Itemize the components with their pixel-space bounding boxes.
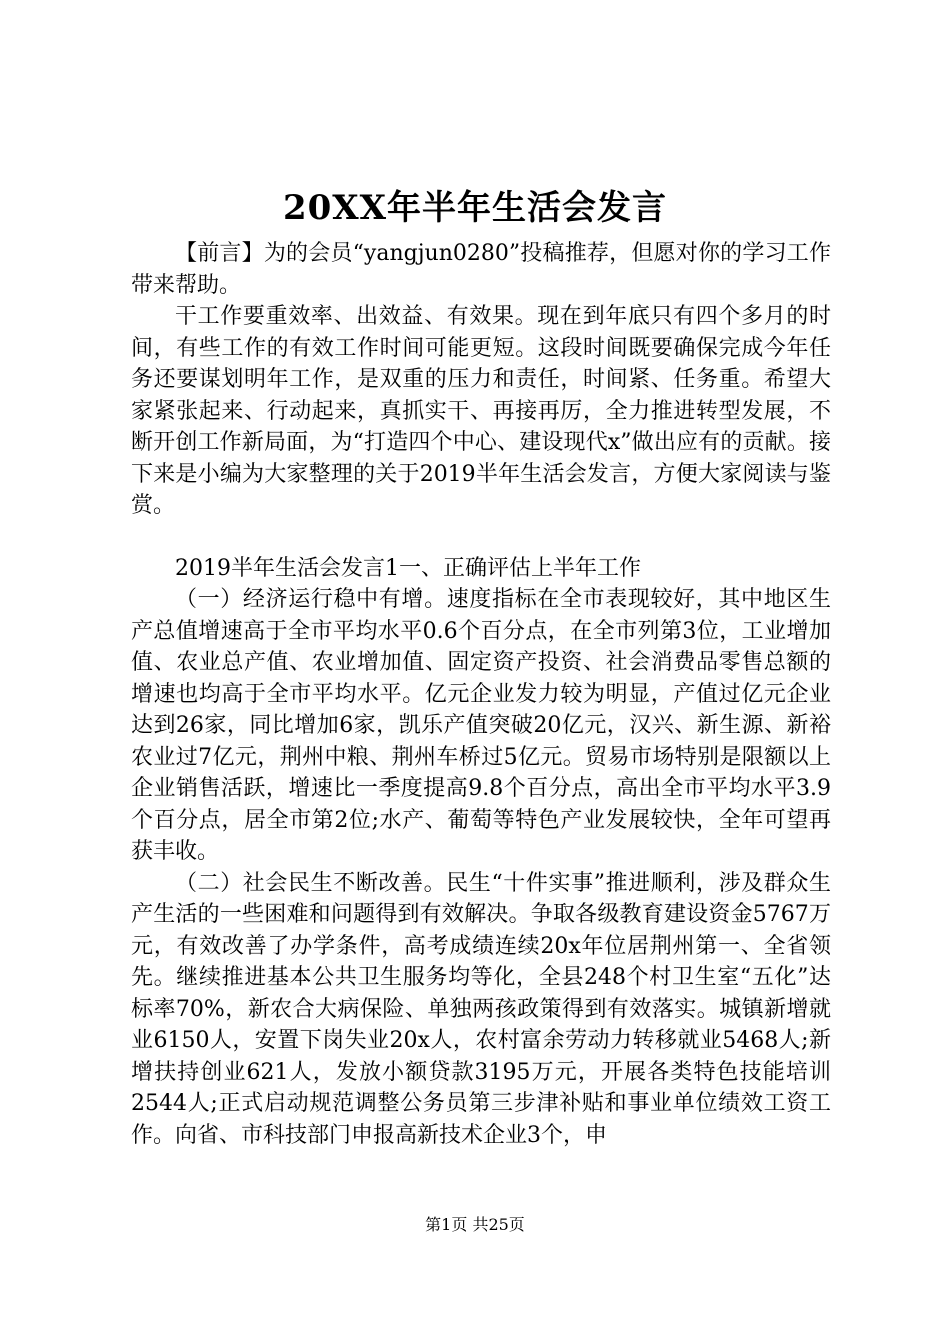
preface-paragraph: 【前言】为的会员“yangjun0280”投稿推荐，但愿对你的学习工作带来帮助。 (131, 241, 831, 298)
section-heading: 2019半年生活会发言1一、正确评估上半年工作 (175, 555, 641, 581)
document-body (131, 238, 831, 1151)
page-number-footer: 第1页 共25页 (425, 1215, 525, 1234)
intro-paragraph: 干工作要重效率、出效益、有效果。现在到年底只有四个多月的时间，有些工作的有效工作时间可能更短。这段时间既要确保完成今年任务还要谋划明年工作，是双重的压力和责任，时间紧、任务重。希望大家紧张起来、行动起来，真抓实干、再接再厉，全力推进转型发展，不断开创工作新局面，为“打造四个中心、建设现代x”做出应有的贡献。接下来是小编为大家整理的关于2019半年生活会发言，方便大家阅读与鉴赏。 (131, 304, 831, 518)
document-title: 20XX年半年生活会发言 (282, 188, 668, 228)
economy-paragraph: （一）经济运行稳中有增。速度指标在全市表现较好，其中地区生产总值增速高于全市平均水平0.6个百分点，在全市列第3位，工业增加值、农业总产值、农业增加值、固定资产投资、社会消费品零售总额的增速也均高于全市平均水平。亿元企业发力较为明显，产值过亿元企业达到26家，同比增加6家，凯乐产值突破20亿元，汉兴、新生源、新裕农业过7亿元，荆州中粮、荆州车桥过5亿元。贸易市场特别是限额以上企业销售活跃，增速比一季度提高9.8个百分点，高出全市平均水平3.9个百分点，居全市第2位;水产、葡萄等特色产业发展较快，全年可望再获丰收。 (131, 587, 831, 864)
livelihood-paragraph: （二）社会民生不断改善。民生“十件实事”推进顺利，涉及群众生产生活的一些困难和问题得到有效解决。争取各级教育建设资金5767万元，有效改善了办学条件，高考成绩连续20x年位居荆州第一、全省领先。继续推进基本公共卫生服务均等化，全县248个村卫生室“五化”达标率70%，新农合大病保险、单独两孩政策得到有效落实。城镇新增就业6150人，安置下岗失业20x人，农村富余劳动力转移就业5468人;新增扶持创业621人，发放小额贷款3195万元，开展各类特色技能培训2544人;正式启动规范调整公务员第三步津补贴和事业单位绩效工资工作。向省、市科技部门申报高新技术企业3个，申 (131, 870, 831, 1148)
